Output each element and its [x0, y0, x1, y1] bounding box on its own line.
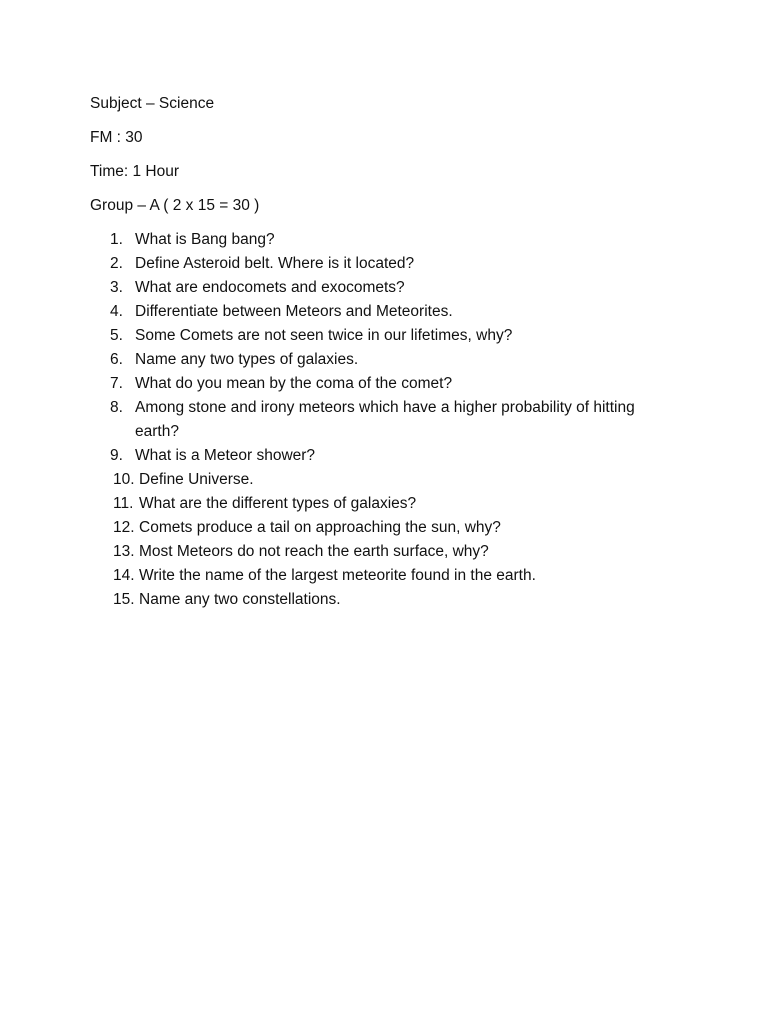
- question-text: Differentiate between Meteors and Meteorites.: [135, 303, 453, 320]
- question-item: [90, 444, 675, 468]
- question-item: [90, 228, 675, 252]
- question-text: What are the different types of galaxies?: [139, 495, 417, 512]
- question-item: [90, 564, 679, 588]
- question-item: [90, 588, 679, 612]
- question-text: Define Universe.: [139, 471, 254, 488]
- subject-line: Subject – Science: [90, 95, 215, 112]
- question-number: 7.: [110, 375, 123, 392]
- question-text: Most Meteors do not reach the earth surface, why?: [139, 543, 489, 560]
- question-number: 4.: [110, 303, 123, 320]
- question-number: 10.: [113, 471, 135, 488]
- question-item: [90, 276, 675, 300]
- question-item: [90, 252, 675, 276]
- question-number: 3.: [110, 279, 123, 296]
- question-number: 13.: [113, 543, 135, 560]
- question-text: Comets produce a tail on approaching the sun, why?: [139, 519, 501, 536]
- question-number: 12.: [113, 519, 135, 536]
- question-list: [90, 228, 690, 612]
- full-marks-line: FM : 30: [90, 129, 143, 146]
- question-text: Name any two constellations.: [139, 591, 341, 608]
- question-text: What do you mean by the coma of the comet?: [135, 375, 453, 392]
- question-text: Define Asteroid belt. Where is it located?: [135, 255, 415, 272]
- question-item: [90, 468, 679, 492]
- time-line: Time: 1 Hour: [90, 163, 180, 180]
- question-item: [90, 492, 679, 516]
- question-item: [90, 372, 675, 396]
- question-text: Write the name of the largest meteorite found in the earth.: [139, 567, 536, 584]
- question-text: What is a Meteor shower?: [135, 447, 316, 464]
- question-number: 5.: [110, 327, 123, 344]
- question-item: [90, 540, 679, 564]
- question-item: [90, 324, 675, 348]
- question-text: What are endocomets and exocomets?: [135, 279, 405, 296]
- question-number: 11.: [113, 495, 134, 512]
- question-number: 15.: [113, 591, 135, 608]
- question-item: [90, 348, 675, 372]
- question-text: Among stone and irony meteors which have a higher probability of hitting earth?: [135, 399, 635, 440]
- question-number: 8.: [110, 399, 123, 416]
- question-number: 9.: [110, 447, 123, 464]
- document-body: [90, 92, 690, 612]
- question-number: 6.: [110, 351, 123, 368]
- question-number: 14.: [113, 567, 135, 584]
- question-number: 2.: [110, 255, 123, 272]
- question-item: [90, 516, 679, 540]
- question-item: [90, 300, 675, 324]
- group-heading: Group – A ( 2 x 15 = 30 ): [90, 197, 260, 214]
- question-text: What is Bang bang?: [135, 231, 275, 248]
- question-item: [90, 396, 675, 444]
- question-number: 1.: [110, 231, 123, 248]
- question-text: Some Comets are not seen twice in our lifetimes, why?: [135, 327, 513, 344]
- question-text: Name any two types of galaxies.: [135, 351, 359, 368]
